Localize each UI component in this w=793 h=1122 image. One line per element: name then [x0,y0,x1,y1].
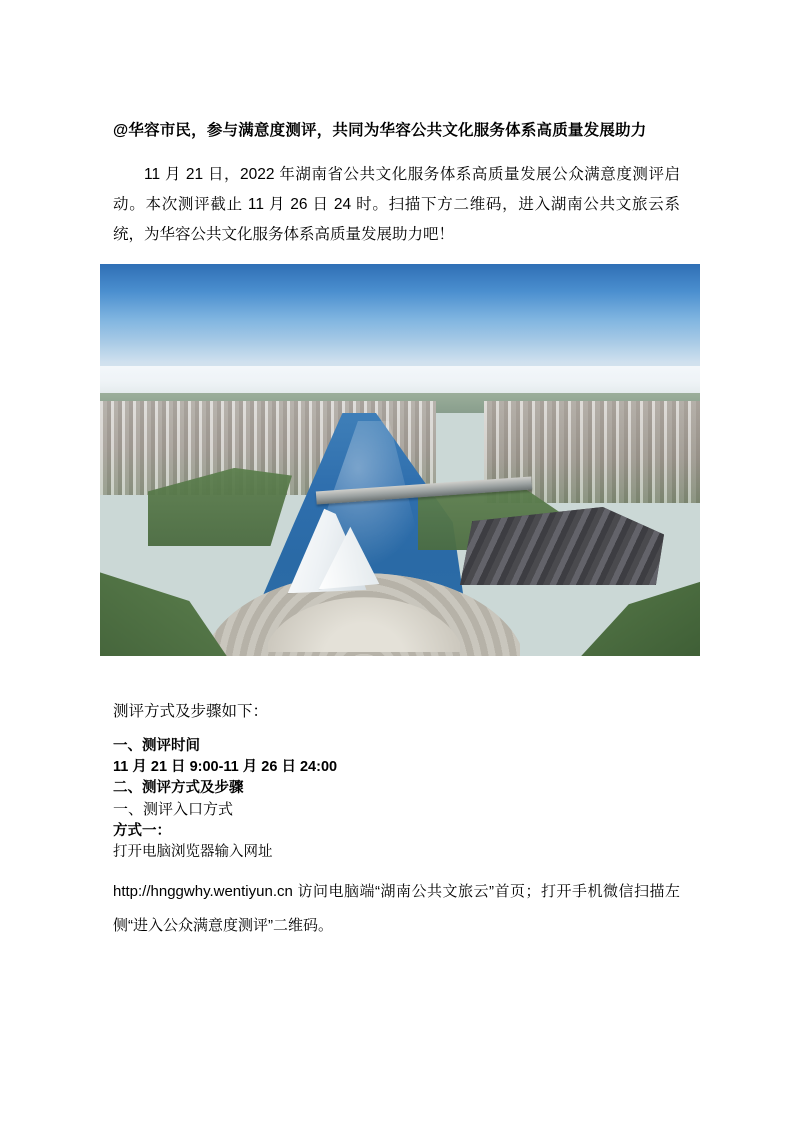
intro-paragraph: 11 月 21 日，2022 年湖南省公共文化服务体系高质量发展公众满意度测评启动。本次测评截止 11 月 26 日 24 时。扫描下方二维码，进入湖南公共文旅云系统，为华容公共文化服务体系高质量发展助力吧！ [113,166,680,243]
aerial-city-photo [100,264,700,656]
section-heading: 测评方式及步骤如下： [113,703,269,720]
photo-background [100,264,700,656]
url-paragraph: http://hnggwhy.wentiyun.cn 访问电脑端“湖南公共文旅云”首页；打开手机微信扫描左侧“进入公众满意度测评”二维码。 [113,883,680,934]
list-item: 打开电脑浏览器输入网址 [113,844,273,860]
list-item: 一、测评入口方式 [113,802,234,818]
list-item: 11 月 21 日 9:00-11 月 26 日 24:00 [113,759,338,775]
page-title: @华容市民，参与满意度测评，共同为华容公共文化服务体系高质量发展助力 [113,122,647,139]
list-item: 一、测评时间 [113,738,200,754]
list-item: 方式一： [113,823,171,839]
list-item: 二、测评方式及步骤 [113,780,244,796]
